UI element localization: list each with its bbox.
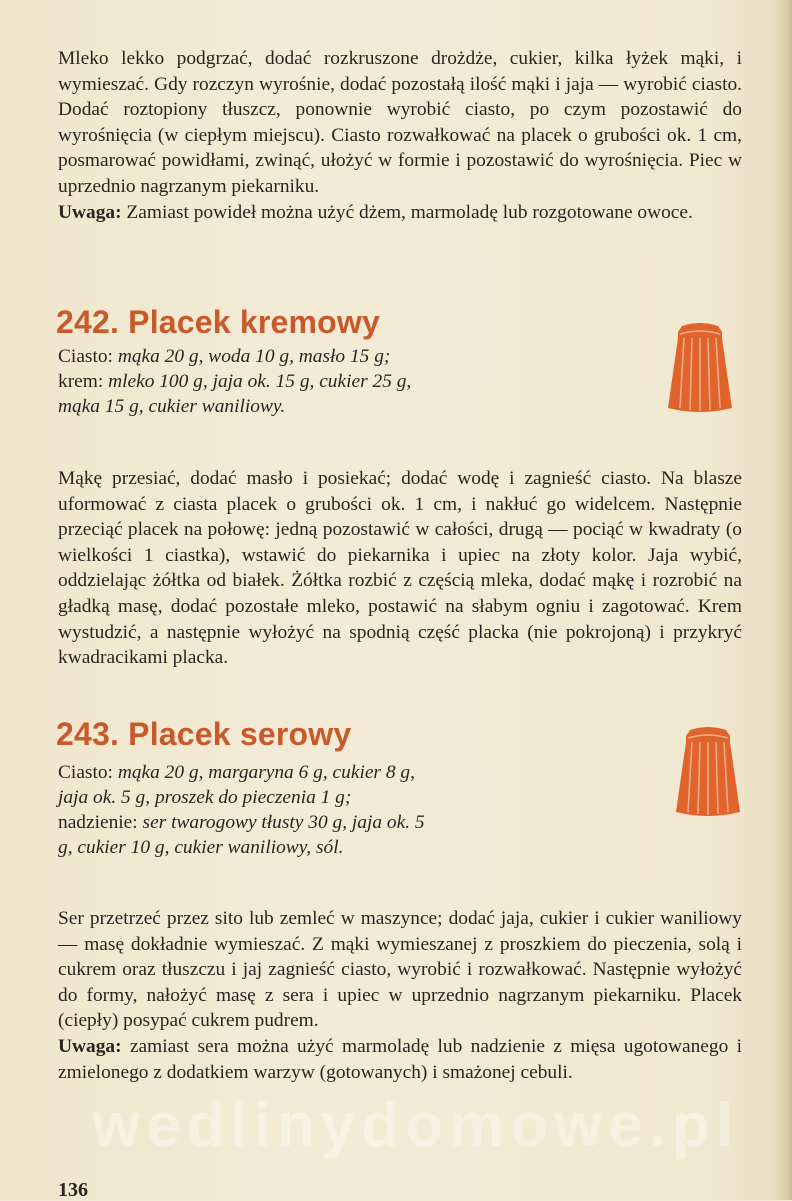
- recipe-242-title: 242. Placek kremowy: [56, 304, 381, 340]
- intro-note: [58, 200, 742, 226]
- intro-note-text: Zamiast powideł można użyć dżem, marmoladę lub rozgotowane owoce.: [126, 201, 693, 223]
- recipe-242-ciasto-label: Ciasto:: [58, 346, 113, 367]
- recipe-242-krem-items: mleko 100 g, jaja ok. 15 g, cukier 25 g, mąka 15 g, cukier waniliowy.: [58, 371, 412, 417]
- recipe-243-method-section: [58, 906, 742, 1085]
- recipe-243-note-label: Uwaga:: [58, 1035, 122, 1057]
- intro-section: [58, 46, 742, 225]
- intro-note-label: Uwaga:: [58, 201, 122, 223]
- recipe-243-note-text: zamiast sera można użyć marmoladę lub nadzienie z mięsa ugotowanego i zmielonego z dodatkiem warzyw (gotowanych) i smażonej cebuli.: [58, 1035, 742, 1083]
- intro-paragraph: Mleko lekko podgrzać, dodać rozkruszone drożdże, cukier, kilka łyżek mąki, i wymieszać. Gdy rozczyn wyrośnie, dodać pozostałą ilość mąki i jaja — wyrobić ciasto. Dodać roztopiony tłuszcz, ponownie wyrobić ciasto, po czym pozostawić do wyrośnięcia (w ciepłym miejscu). Ciasto rozwałkować na placek o grubości ok. 1 cm, posmarować powidłami, zwinąć, ułożyć w formie i pozostawić do wyrośnięcia. Piec w uprzednio nagrzanym piekarniku.: [58, 48, 742, 197]
- watermark: wedlinydomowe.pl: [92, 1091, 740, 1160]
- recipe-242-ingredients: [58, 344, 438, 419]
- recipe-242-krem-label: krem:: [58, 371, 104, 392]
- recipe-243-method: Ser przetrzeć przez sito lub zemleć w maszynce; dodać jaja, cukier i cukier waniliowy — masę dokładnie wymieszać. Z mąki wymieszanej z proszkiem do pieczenia, solą i cukrem oraz tłuszczu i jaj zagnieść ciasto, wyrobić i rozwałkować. Następnie wyłożyć do formy, nałożyć masę z sera i upiec w uprzednio nagrzanym piekarniku. Placek (ciepły) posypać cukrem pudrem.: [58, 908, 742, 1032]
- recipe-243-title: 243. Placek serowy: [56, 716, 352, 752]
- recipe-243-ciasto-label: Ciasto:: [58, 762, 113, 783]
- recipe-242-ciasto-items: mąka 20 g, woda 10 g, masło 15 g;: [117, 346, 391, 367]
- cake-mold-icon: [670, 726, 746, 818]
- recipe-243-note: [58, 1034, 742, 1085]
- recipe-243-nadzienie-items: ser twarogowy tłusty 30 g, jaja ok. 5 g, cukier 10 g, cukier waniliowy, sól.: [58, 812, 425, 858]
- recipe-243-ingredients: [58, 760, 438, 860]
- recipe-243-ciasto-items: mąka 20 g, margaryna 6 g, cukier 8 g, jaja ok. 5 g, proszek do pieczenia 1 g;: [58, 762, 415, 808]
- page-edge-shadow: [774, 0, 792, 1200]
- recipe-242-method: Mąkę przesiać, dodać masło i posiekać; dodać wodę i zagnieść ciasto. Na blasze uformować z ciasta placek o grubości ok. 1 cm, i nakłuć go widelcem. Następnie przeciąć placek na połowę: jedną pozostawić w całości, drugą — pociąć w kwadraty (o wielkości 1 ciastka), wstawić do piekarnika i upiec na złoty kolor. Jaja wybić, oddzielając żółtka od białek. Żółtka rozbić z częścią mleka, dodać mąkę i rozrobić na gładką masę, dodać pozostałe mleko, postawić na słabym ogniu i zagotować. Krem wystudzić, a następnie wyłożyć na spodnią część placka (nie pokrojoną) i przykryć kwadracikami placka.: [58, 468, 742, 669]
- page-number: 136: [58, 1179, 88, 1201]
- cake-mold-icon: [662, 322, 738, 414]
- recipe-243-nadzienie-label: nadzienie:: [58, 812, 138, 833]
